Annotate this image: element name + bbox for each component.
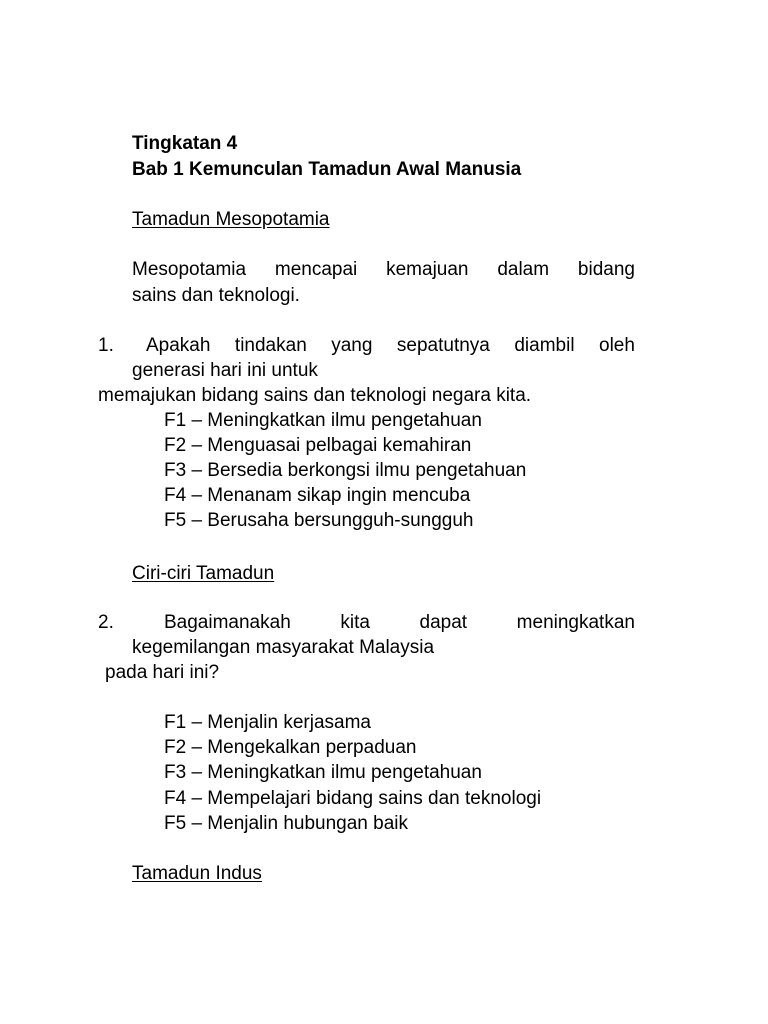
question1-line2: generasi hari ini untuk bbox=[132, 360, 318, 381]
question1-answer-f4: F4 – Menanam sikap ingin mencuba bbox=[164, 485, 471, 506]
section-heading-indus: Tamadun Indus bbox=[132, 863, 262, 884]
question1-word: oleh bbox=[599, 335, 635, 356]
intro-word: bidang bbox=[577, 259, 635, 280]
intro-word: Mesopotamia bbox=[132, 259, 247, 280]
question1-word: yang bbox=[331, 335, 373, 356]
question2-answer-f4: F4 – Mempelajari bidang sains dan teknologi bbox=[164, 788, 542, 809]
question1-answer-f2: F2 – Menguasai pelbagai kemahiran bbox=[164, 435, 472, 456]
question2-line1 bbox=[164, 610, 635, 635]
question2-word: Bagaimanakah bbox=[164, 612, 291, 633]
intro-word: mencapai bbox=[274, 259, 358, 280]
question2-line3: pada hari ini? bbox=[105, 662, 220, 683]
question2-answer-f5: F5 – Menjalin hubungan baik bbox=[164, 813, 409, 834]
intro-paragraph-line2: sains dan teknologi. bbox=[132, 285, 300, 306]
intro-word: dalam bbox=[497, 259, 550, 280]
question2-answer-f2: F2 – Mengekalkan perpaduan bbox=[164, 737, 417, 758]
question2-word: kita bbox=[340, 612, 370, 633]
question2-word: dapat bbox=[419, 612, 468, 633]
question1-word: sepatutnya bbox=[396, 335, 490, 356]
question1-line1 bbox=[146, 333, 635, 358]
section-heading-ciri-ciri: Ciri-ciri Tamadun bbox=[132, 563, 275, 584]
question1-answer-f5: F5 – Berusaha bersungguh-sungguh bbox=[164, 510, 474, 531]
question1-word: Apakah bbox=[146, 335, 211, 356]
question2-number: 2. bbox=[98, 612, 114, 633]
intro-paragraph-line1 bbox=[132, 257, 635, 282]
question2-word: meningkatkan bbox=[516, 612, 635, 633]
question2-answer-f3: F3 – Meningkatkan ilmu pengetahuan bbox=[164, 762, 482, 783]
question2-line2: kegemilangan masyarakat Malaysia bbox=[132, 637, 435, 658]
intro-word: kemajuan bbox=[386, 259, 469, 280]
section-heading-mesopotamia: Tamadun Mesopotamia bbox=[132, 209, 330, 230]
question2-answer-f1: F1 – Menjalin kerjasama bbox=[164, 712, 371, 733]
question1-word: tindakan bbox=[234, 335, 307, 356]
chapter-title: Bab 1 Kemunculan Tamadun Awal Manusia bbox=[132, 159, 522, 180]
question1-answer-f3: F3 – Bersedia berkongsi ilmu pengetahuan bbox=[164, 460, 527, 481]
question1-number: 1. bbox=[98, 335, 114, 356]
form-title: Tingkatan 4 bbox=[132, 133, 238, 154]
question1-word: diambil bbox=[514, 335, 575, 356]
question1-line3: memajukan bidang sains dan teknologi negara kita. bbox=[98, 385, 532, 406]
question1-answer-f1: F1 – Meningkatkan ilmu pengetahuan bbox=[164, 410, 482, 431]
